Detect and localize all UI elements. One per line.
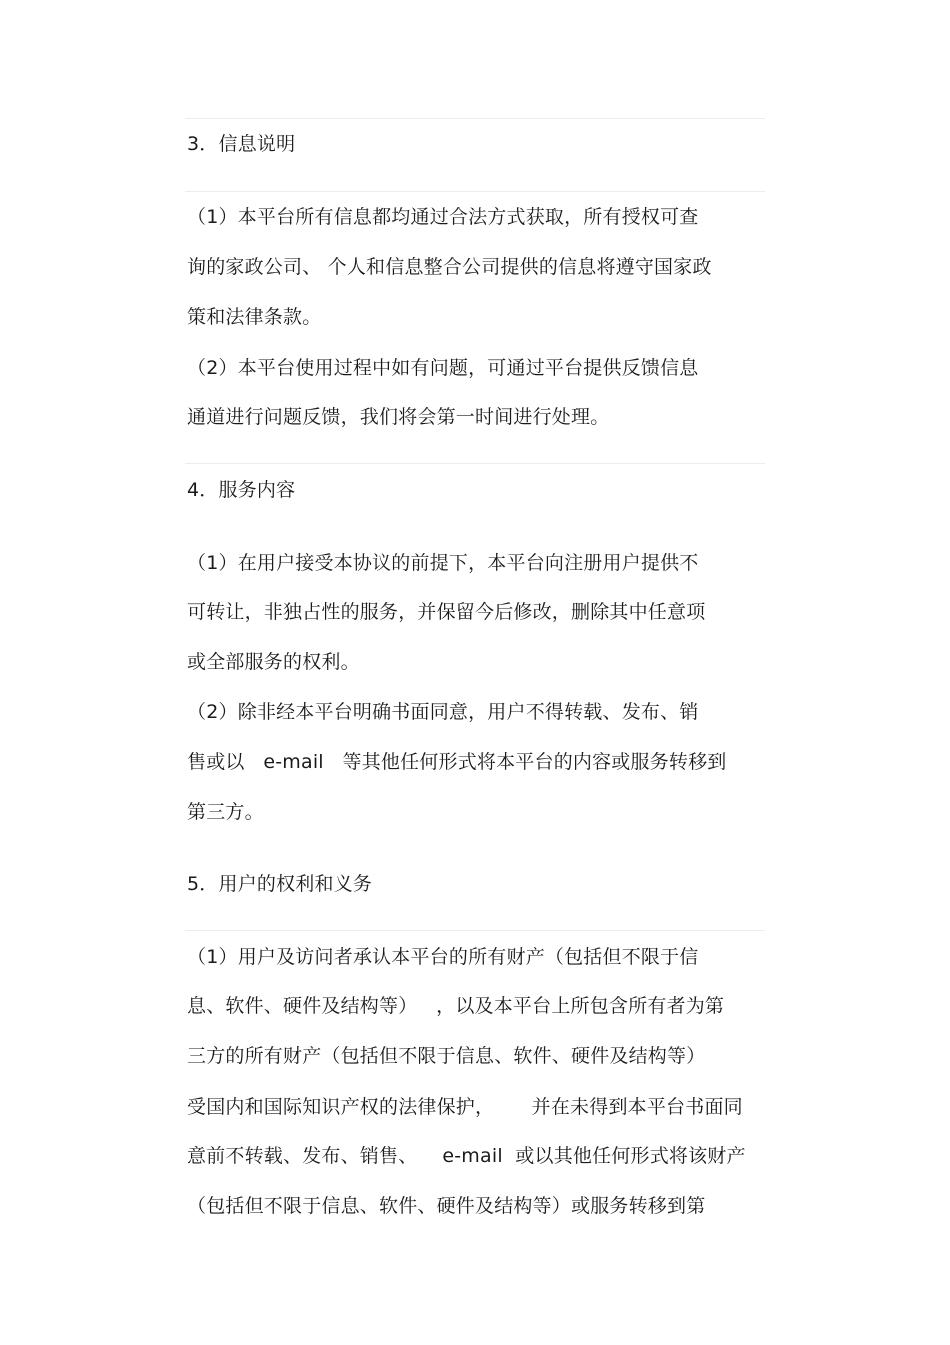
section-4-line-1: （1）在用户接受本协议的前提下，本平台向注册用户提供不: [187, 552, 699, 574]
section-5-line-2: 息、软件、硬件及结构等） ，以及本平台上所包含所有者为第: [187, 995, 725, 1017]
divider: [185, 191, 765, 192]
section-5-line-5: 意前不转载、发布、销售、 e-mail 或以其他任何形式将该财产: [187, 1145, 746, 1167]
divider: [185, 463, 765, 464]
section-5-line-3: 三方的所有财产（包括但不限于信息、软件、硬件及结构等）: [187, 1045, 706, 1067]
section-5-line-4: 受国内和国际知识产权的法律保护， 并在未得到本平台书面同: [187, 1096, 743, 1118]
section-5-line-1: （1）用户及访问者承认本平台的所有财产（包括但不限于信: [187, 946, 699, 968]
section-4-line-4: （2）除非经本平台明确书面同意，用户不得转载、发布、销: [187, 701, 699, 723]
divider: [185, 118, 765, 119]
section-4-line-3: 或全部服务的权利。: [187, 651, 360, 673]
section-3-line-4: （2）本平台使用过程中如有问题，可通过平台提供反馈信息: [187, 357, 699, 379]
divider: [185, 930, 765, 931]
section-3-line-3: 策和法律条款。: [187, 306, 322, 328]
section-4-line-5: 售或以 e-mail 等其他任何形式将本平台的内容或服务转移到: [187, 751, 727, 773]
section-5-heading: 5．用户的权利和义务: [187, 873, 373, 895]
section-4-heading: 4．服务内容: [187, 479, 296, 501]
section-4-line-2: 可转让，非独占性的服务，并保留今后修改，删除其中任意项: [187, 601, 706, 623]
section-3-heading: 3．信息说明: [187, 133, 296, 155]
section-3-line-5: 通道进行问题反馈，我们将会第一时间进行处理。: [187, 406, 610, 428]
section-5-line-6: （包括但不限于信息、软件、硬件及结构等）或服务转移到第: [187, 1195, 706, 1217]
section-4-line-6: 第三方。: [187, 801, 264, 823]
section-3-line-2: 询的家政公司、 个人和信息整合公司提供的信息将遵守国家政: [187, 256, 712, 278]
section-3-line-1: （1）本平台所有信息都均通过合法方式获取，所有授权可查: [187, 206, 699, 228]
